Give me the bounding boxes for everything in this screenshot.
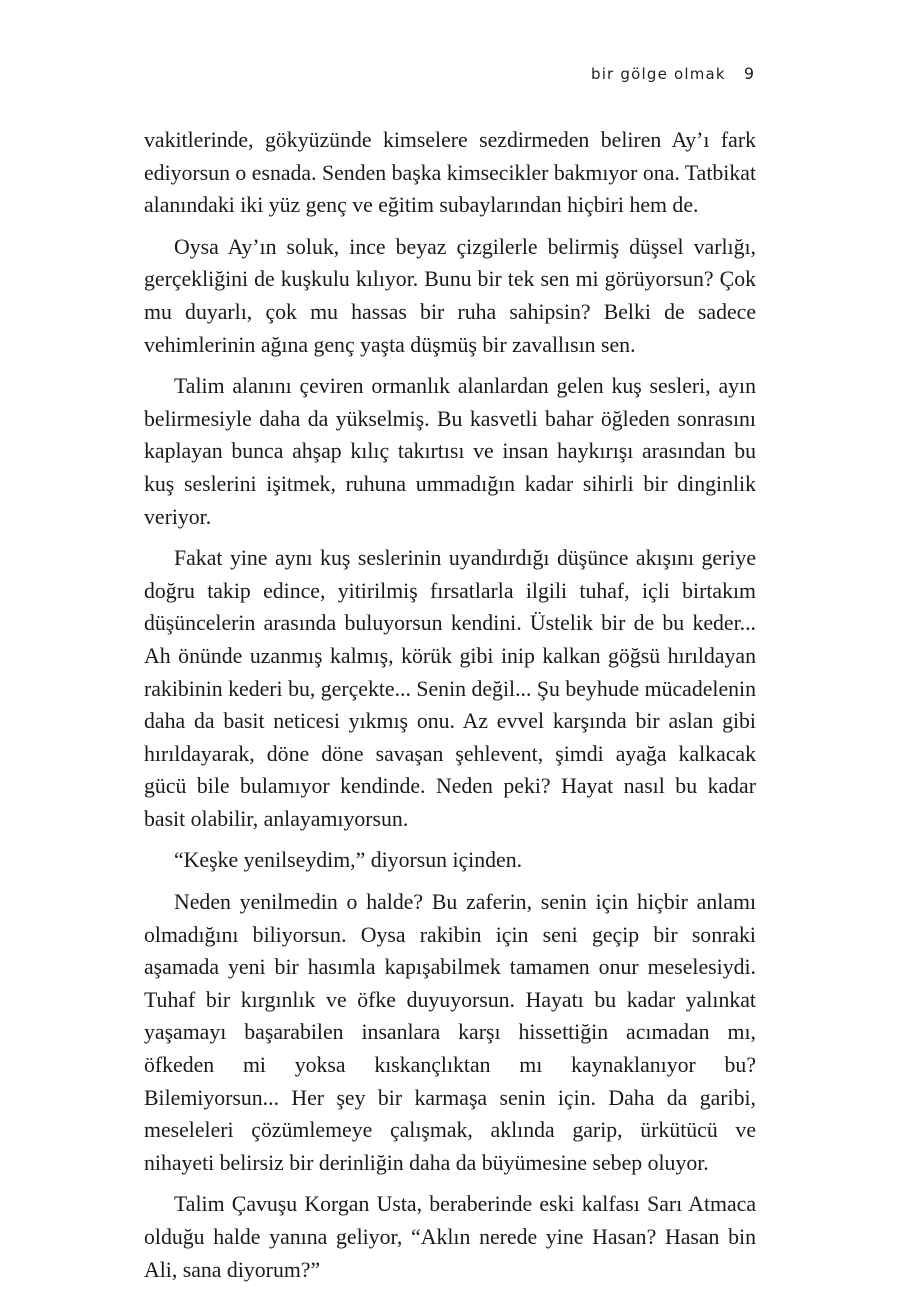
paragraph-6: Neden yenilmedin o halde? Bu zaferin, senin için hiçbir anlamı olmadığını biliyorsun. Oysa rakibin için seni geçip bir sonraki aşamada yeni bir hasımla kapışabilmek tamamen onur meselesiydi. Tuhaf bir kırgınlık ve öfke duyuyorsun. Hayatı bu kadar yalınkat yaşamayı başarabilen insanlara karşı hissettiğin acımadan mı, öfkeden mi yoksa kıskançlıktan mı kaynaklanıyor bu? Bilemiyorsun... Her şey bir karmaşa senin için. Daha da garibi, meseleleri çözümlemeye çalışmak, aklında garip, ürkütücü ve nihayeti belirsiz bir derinliğin daha da büyümesine sebep oluyor. bbox=[144, 890, 756, 1175]
paragraph-4: Fakat yine aynı kuş seslerinin uyandırdığı düşünce akışını geriye doğru takip edince, yitirilmiş fırsatlarla ilgili tuhaf, içli birtakım düşüncelerin arasında buluyorsun kendini. Üstelik bir de bu keder... Ah önünde uzanmış kalmış, körük gibi inip kalkan göğsü hırıldayan rakibinin kederi bu, gerçekte... Senin değil... Şu beyhude mücadelenin daha da basit neticesi yıkmış onu. Az evvel karşında bir aslan gibi hırıldayarak, döne döne savaşan şehlevent, şimdi ayağa kalkacak gücü bile bulamıyor kendinde. Neden peki? Hayat nasıl bu kadar basit olabilir, anlayamıyorsun. bbox=[144, 546, 756, 831]
paragraph-1: vakitlerinde, gökyüzünde kimselere sezdirmeden beliren Ay’ı fark ediyorsun o esnada. Senden başka kimsecikler bakmıyor ona. Tatbikat alanındaki iki yüz genç ve eğitim subaylarından hiçbiri hem de. bbox=[144, 128, 756, 218]
body-text bbox=[144, 124, 756, 1286]
paragraph-7: Talim Çavuşu Korgan Usta, beraberinde eski kalfası Sarı Atmaca olduğu halde yanına geliyor, “Aklın nerede yine Hasan? Hasan bin Ali, sana diyorum?” bbox=[144, 1192, 756, 1282]
page-number: 9 bbox=[743, 64, 754, 83]
paragraph-2: Oysa Ay’ın soluk, ince beyaz çizgilerle belirmiş düşsel varlığı, gerçekliğini de kuşkulu kılıyor. Bunu bir tek sen mi görüyorsun? Çok mu duyarlı, çok mu hassas bir ruha sahipsin? Belki de sadece vehimlerinin ağına genç yaşta düşmüş bir zavallısın sen. bbox=[144, 234, 756, 357]
running-head bbox=[591, 64, 754, 83]
paragraph-3: Talim alanını çeviren ormanlık alanlardan gelen kuş sesleri, ayın belirmesiyle daha da yükselmiş. Bu kasvetli bahar öğleden sonrasını kaplayan bunca ahşap kılıç takırtısı ve insan haykırışı arasından bu kuş seslerini işitmek, ruhuna ummadığın kadar sihirli bir dinginlik veriyor. bbox=[144, 374, 756, 529]
paragraph-5: “Keşke yenilseydim,” diyorsun içinden. bbox=[174, 848, 523, 873]
running-head-title: bir gölge olmak bbox=[590, 65, 726, 83]
